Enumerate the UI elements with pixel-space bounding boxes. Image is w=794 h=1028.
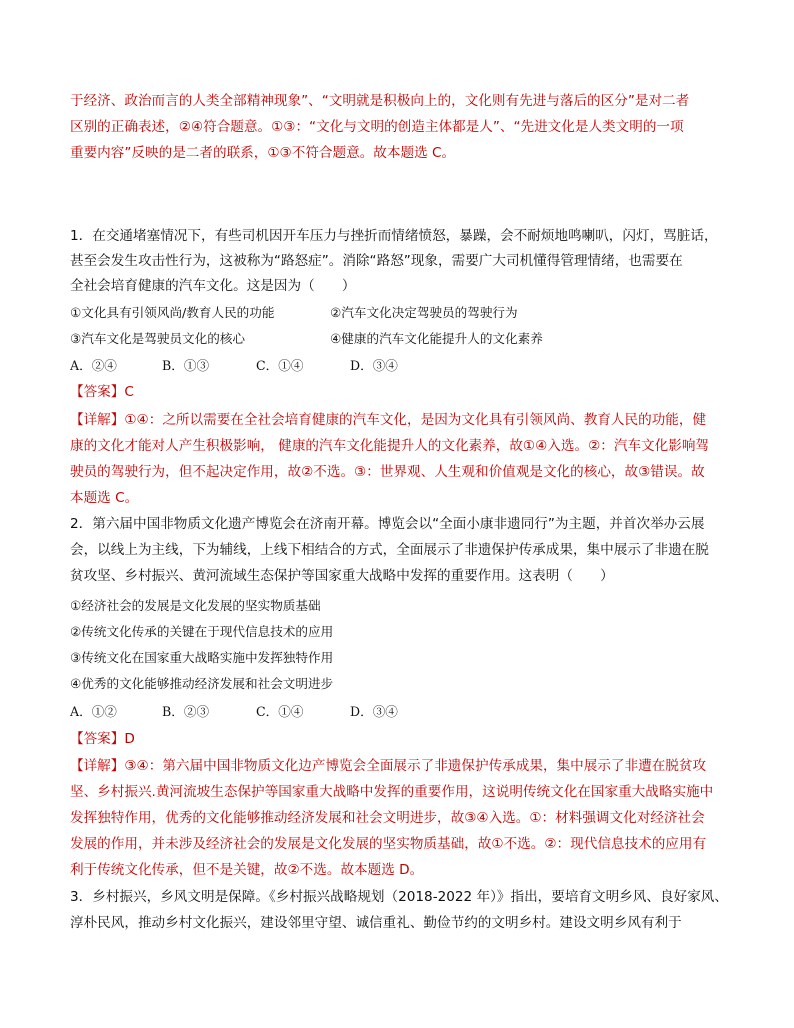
q2-detail-line: 利于传统文化传承，但不是关键，故②不选。故本题选 D。 [70, 862, 424, 878]
q1-detail-line: 本题选 C。 [70, 490, 139, 506]
q1-statement: ③汽车文化是驾驶员文化的核心 [70, 331, 246, 346]
q2-detail-line [70, 757, 706, 775]
q2-statement: ③传统文化在国家重大战略实施中发挥独特作用 [70, 650, 334, 665]
prev-explanation-line: 于经济、政治而言的人类全部精神现象”、“文明就是积极向上的，文化则有先进与落后的区分”是对二者 [70, 93, 690, 109]
q2-detail-line: 发展的作用，并未涉及经济社会的发展是文化发展的坚实物质基础，故①不选。②：现代信息技术的应用有 [70, 836, 707, 852]
q2-detail-line: 发挥独特作用，优秀的文化能够推动经济发展和社会文明进步，故③④入选。①：材料强调文化对经济社会 [70, 810, 705, 826]
q2-statement: ①经济社会的发展是文化发展的坚实物质基础 [70, 598, 321, 613]
q2-stem-line: 2．第六届中国非物质文化遗产博览会在济南开幕。博览会以“全面小康非遗同行”为主题，并首次举办云展 [70, 516, 705, 532]
q3-stem-line: 淳朴民风，推动乡村文化振兴，建设邻里守望、诚信重礼、勤俭节约的文明乡村。建设文明乡风有利于 [70, 915, 682, 931]
answer-label: 【答案】 [70, 731, 125, 747]
answer-value: C [124, 384, 134, 400]
q1-option-c: C．①④ [256, 358, 304, 373]
detail-text: ③④：第六届中国非物质文化边产博览会全面展示了非遗保护传承成果，集中展示了非遭在脱贫攻 [124, 758, 707, 774]
q3-stem-line: 3．乡村振兴，乡风文明是保障。《乡村振兴战略规划（2018-2022 年）》指出，要培育文明乡风、良好家风、 [70, 889, 728, 905]
q2-statement: ②传统文化传承的关键在于现代信息技术的应用 [70, 624, 334, 639]
q1-answer [70, 383, 134, 401]
q1-statement: ④健康的汽车文化能提升人的文化素养 [330, 331, 543, 346]
answer-label: 【答案】 [70, 384, 125, 400]
q1-stem-line: 1．在交通堵塞情况下，有些司机因开车压力与挫折而情绪愤怒，暴躁，会不耐烦地鸣喇叭，闪灯，骂脏话， [70, 228, 718, 244]
q1-detail-line [70, 411, 706, 429]
detail-label: 【详解】 [70, 412, 125, 428]
q1-statement: ①文化具有引领风尚/教育人民的功能 [70, 305, 275, 320]
q2-option-b: B．②③ [162, 704, 210, 719]
detail-label: 【详解】 [70, 758, 125, 774]
q2-stem-line: 贫攻坚、乡村振兴、黄河流域生态保护等国家重大战略中发挥的重要作用。这表明（ ） [70, 568, 614, 584]
q1-option-a: A．②④ [70, 358, 117, 373]
q1-stem-line: 甚至会发生攻击性行为，这被称为“路怒症”。消除“路怒”现象，需要广大司机懂得管理情绪，也需要在 [70, 253, 683, 269]
q1-statement: ②汽车文化决定驾驶员的驾驶行为 [330, 305, 518, 320]
answer-value: D [124, 731, 135, 747]
q1-detail-line: 驶员的驾驶行为，但不起决定作用，故②不选。③：世界观、人生观和价值观是文化的核心，故③错误。故 [70, 464, 705, 480]
prev-explanation-line: 重要内容”反映的是二者的联系，①③不符合题意。故本题选 C。 [70, 145, 456, 161]
q2-detail-line: 坚、乡村振兴.黄河流坡生态保护等国家重大战略中发挥的重要作用，这说明传统文化在国家重大战略实施中 [70, 784, 714, 800]
detail-text: ①④：之所以需要在全社会培育健康的汽车文化，是因为文化具有引领风尚、教育人民的功能，健 [124, 412, 707, 428]
q1-stem-line: 全社会培育健康的汽车文化。这是因为（ ） [70, 278, 356, 294]
q2-option-d: D．③④ [350, 704, 398, 719]
q2-option-c: C．①④ [256, 704, 304, 719]
q2-statement: ④优秀的文化能够推动经济发展和社会文明进步 [70, 676, 334, 691]
q1-option-d: D．③④ [350, 358, 398, 373]
q1-option-b: B．①③ [162, 358, 210, 373]
prev-explanation-line: 区别的正确表述，②④符合题意。①③：“文化与文明的创造主体都是人”、“先进文化是人类文明的一项 [70, 119, 684, 135]
q2-option-a: A．①② [70, 704, 117, 719]
q1-detail-line: 康的文化才能对人产生积极影响， 健康的汽车文化能提升人的文化素养，故①④入选。②：汽车文化影响驾 [70, 438, 710, 454]
q2-stem-line: 会，以线上为主线，下为辅线，上线下相结合的方式，全面展示了非遗保护传承成果，集中展示了非遗在脱 [70, 542, 709, 558]
q2-answer [70, 730, 135, 748]
